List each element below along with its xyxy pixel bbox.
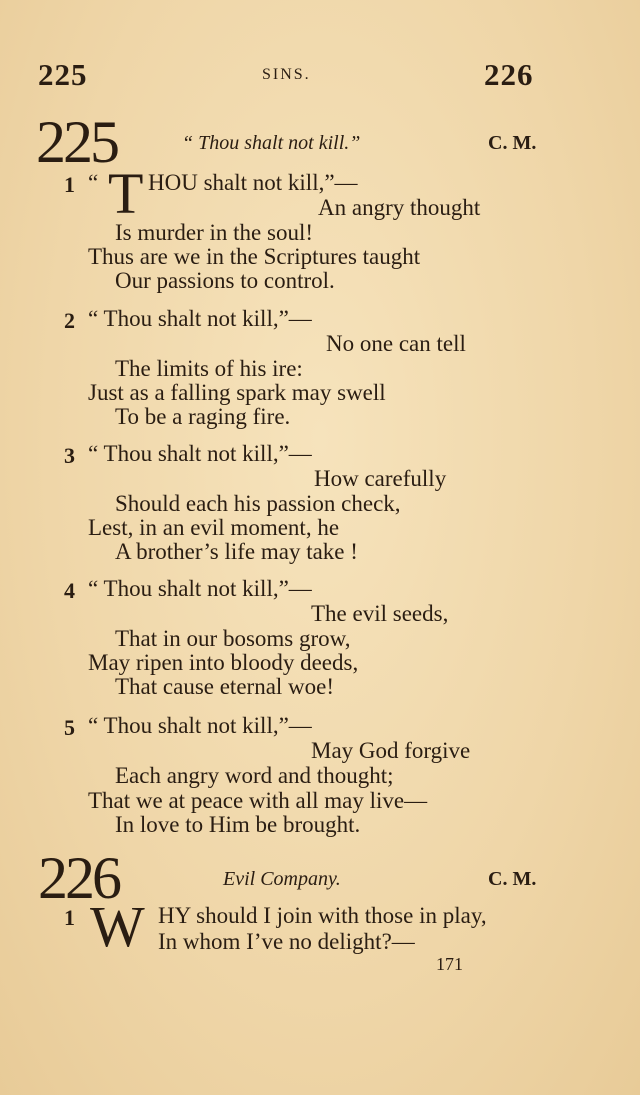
verse-number: 1 xyxy=(64,172,75,197)
verse-line: Just as a falling spark may swell xyxy=(88,380,386,405)
drop-cap: W xyxy=(90,894,145,959)
running-title: SINS. xyxy=(262,66,311,83)
verse-line: Should each his passion check, xyxy=(115,491,401,516)
right-page-number: 226 xyxy=(484,57,534,92)
verse-line: Each angry word and thought; xyxy=(115,763,394,788)
hymn-226-title: Evil Company. xyxy=(223,868,341,890)
verse-line: May ripen into bloody deeds, xyxy=(88,650,359,675)
verse-line: Lest, in an evil moment, he xyxy=(88,515,340,540)
verse-line: The evil seeds, xyxy=(311,601,449,626)
left-page-number: 225 xyxy=(38,57,88,92)
verse-line: An angry thought xyxy=(318,195,481,220)
verse-line: A brother’s life may take ! xyxy=(115,539,358,564)
verse-line: HOU shalt not kill,”— xyxy=(148,170,358,195)
hymn-226-number: 226 xyxy=(38,845,119,911)
verse-line: In love to Him be brought. xyxy=(115,812,361,837)
verse-line: That in our bosoms grow, xyxy=(115,626,351,651)
verse-line: “ Thou shalt not kill,”— xyxy=(88,576,312,601)
verse-line: May God forgive xyxy=(311,738,471,763)
verse-number: 5 xyxy=(64,715,75,740)
hymn-225-title: “ Thou shalt not kill.” xyxy=(182,132,361,154)
verse-line: “ Thou shalt not kill,”— xyxy=(88,441,312,466)
verse-line: “ Thou shalt not kill,”— xyxy=(88,306,312,331)
verse-open-quote: “ xyxy=(88,170,99,195)
verse-number: 2 xyxy=(64,308,75,333)
verse-line: Our passions to control. xyxy=(115,268,335,293)
folio-number: 171 xyxy=(436,954,463,974)
hymn-225-number: 225 xyxy=(36,109,117,175)
verse-number: 1 xyxy=(64,905,75,930)
hymn-225-meter: C. M. xyxy=(488,132,537,154)
drop-cap: T xyxy=(108,161,144,226)
verse-line: Thus are we in the Scriptures taught xyxy=(88,244,421,269)
verse-line: That we at peace with all may live— xyxy=(88,788,428,813)
verse-line: “ Thou shalt not kill,”— xyxy=(88,713,312,738)
verse-line: To be a raging fire. xyxy=(115,404,291,429)
verse-line: HY should I join with those in play, xyxy=(158,903,487,928)
verse-line: Is murder in the soul! xyxy=(115,220,314,245)
verse-line: The limits of his ire: xyxy=(115,356,303,381)
verse-number: 4 xyxy=(64,578,75,603)
verse-line: In whom I’ve no delight?— xyxy=(158,929,415,954)
verse-line: How carefully xyxy=(314,466,447,491)
verse-line: No one can tell xyxy=(326,331,466,356)
verse-line: That cause eternal woe! xyxy=(115,674,335,699)
verse-number: 3 xyxy=(64,443,75,468)
hymn-226-meter: C. M. xyxy=(488,868,537,890)
